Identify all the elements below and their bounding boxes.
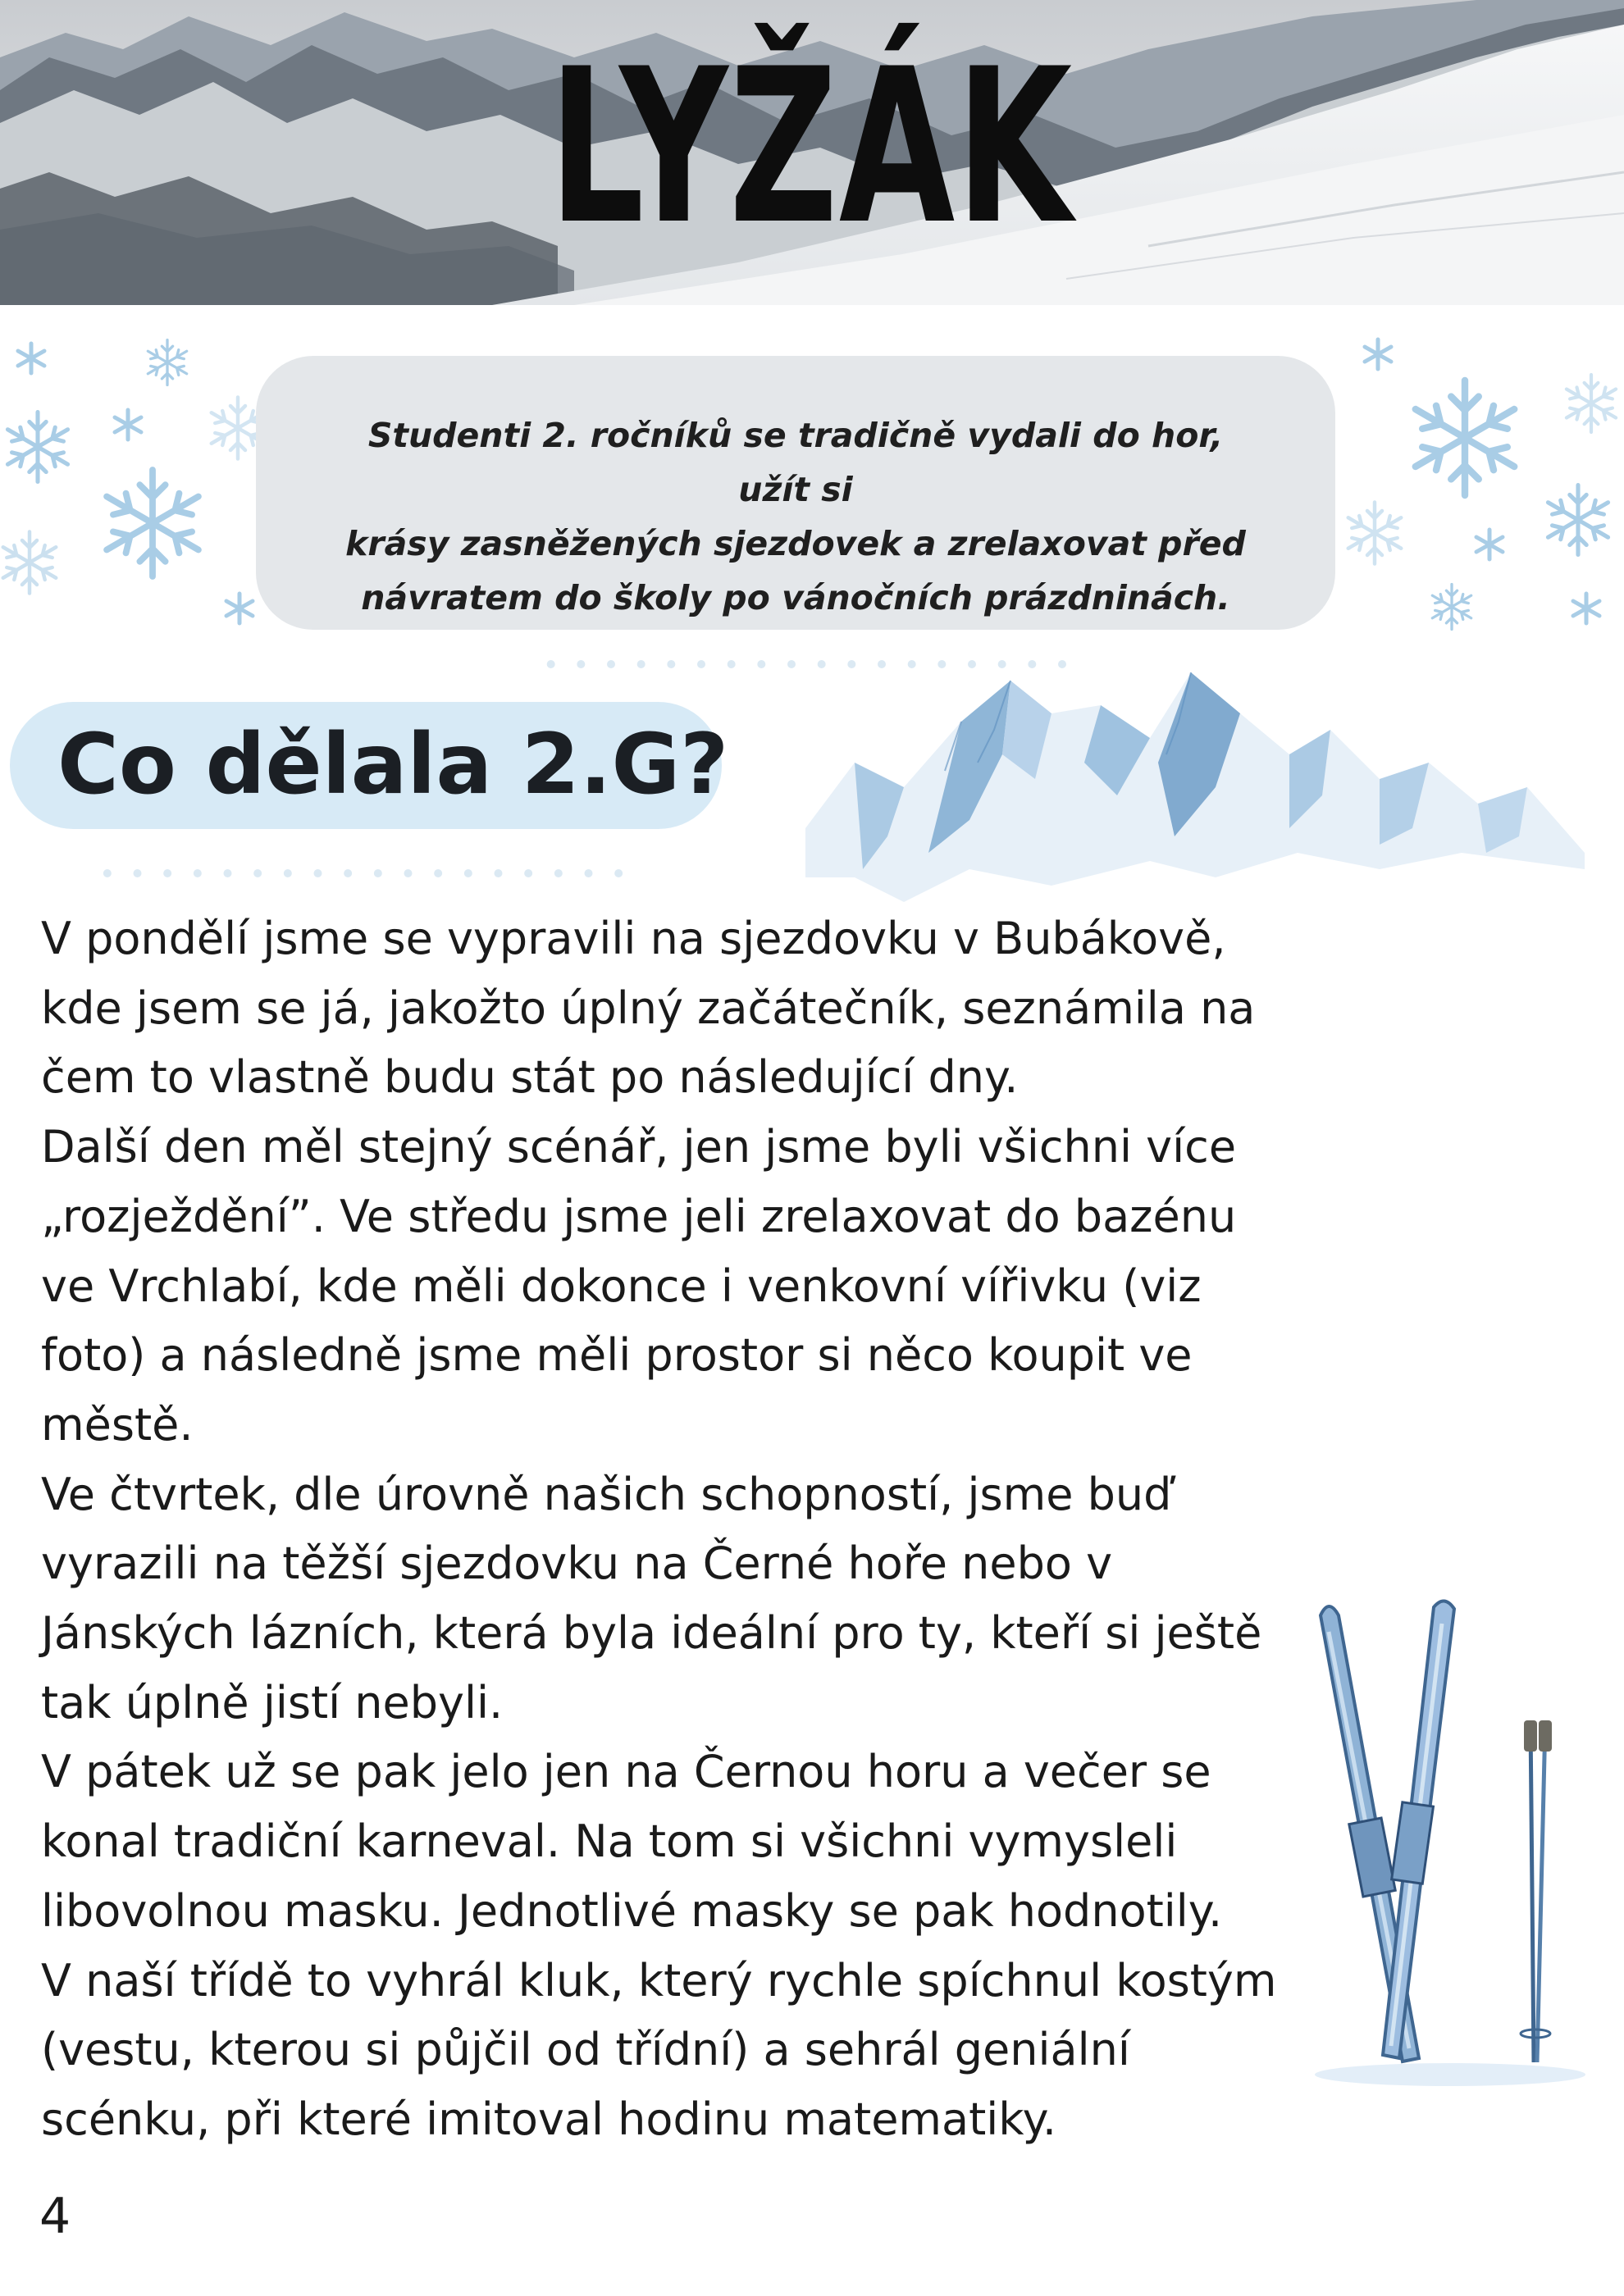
article-line: čem to vlastně budu stát po následující dny.: [41, 1051, 1019, 1104]
page-number: 4: [39, 2188, 71, 2245]
section-title: Co dělala 2.G?: [57, 716, 729, 813]
snowflake-icon: [1548, 485, 1608, 555]
article-line: ve Vrchlabí, kde měli dokonce i venkovní vířivku (viz: [41, 1260, 1202, 1312]
article-line: V pátek už se pak jelo jen na Černou horu a večer se: [41, 1746, 1211, 1798]
ski-poles-icon: [1521, 1720, 1552, 2062]
article-line: tak úplně jistí nebyli.: [41, 1676, 504, 1729]
snowflake-icon: [18, 344, 44, 373]
article-line: vyrazili na těžší sjezdovku na Černé hoře nebo v: [41, 1538, 1113, 1590]
snowflake-icon: [148, 340, 186, 385]
article-line: konal tradiční karneval. Na tom si všichni vymysleli: [41, 1815, 1178, 1868]
snowflake-icon: [226, 594, 253, 623]
snowflake-icon: [1476, 530, 1503, 559]
snowflake-icon: [3, 532, 57, 594]
intro-line: návratem do školy po vánočních prázdninách.: [361, 578, 1230, 617]
dotted-divider: [49, 869, 681, 877]
snowflake-icon: [1573, 594, 1599, 623]
intro-line: krásy zasněžených sjezdovek a zrelaxovat před: [345, 524, 1246, 563]
ski-icon: [1383, 1601, 1454, 2058]
article-line: V pondělí jsme se vypravili na sjezdovku v Bubákově,: [41, 913, 1226, 964]
article-line: scénku, při které imitoval hodinu matematiky.: [41, 2093, 1057, 2145]
mountain-illustration: [805, 664, 1585, 902]
article-line: Ve čtvrtek, dle úrovně našich schopností, jsme buď: [41, 1468, 1172, 1520]
article-line: V naší třídě to vyhrál kluk, který rychle spíchnul kostým: [41, 1954, 1277, 2007]
snowflake-icon: [7, 412, 67, 482]
article-line: (vestu, kterou si půjčil od třídní) a sehrál geniální: [41, 2024, 1130, 2076]
page-title: LYŽÁK: [549, 24, 1074, 271]
snowflake-icon: [1365, 339, 1391, 369]
intro-box: [256, 356, 1335, 630]
intro-line: Studenti 2. ročníků se tradičně vydali do hor, užít si: [367, 416, 1224, 509]
article-line: „rozježdění”. Ve středu jsme jeli zrelaxovat do bazénu: [41, 1190, 1237, 1242]
article-line: městě.: [41, 1398, 194, 1451]
article-body: [41, 904, 1321, 2155]
snowflake-icon: [1416, 380, 1514, 495]
article-line: Jánských lázních, která byla ideální pro ty, kteří si ještě: [41, 1607, 1262, 1660]
snowflake-icon: [1432, 585, 1471, 630]
snowflake-icon: [107, 470, 198, 576]
article-line: foto) a následně jsme měli prostor si něco koupit ve: [41, 1329, 1193, 1382]
article-line: kde jsem se já, jakožto úplný začátečník, seznámila na: [41, 982, 1256, 1034]
snowflake-icon: [1567, 375, 1616, 432]
snowflake-icon: [115, 410, 141, 440]
skis-illustration: [1311, 1599, 1590, 2091]
article-line: libovolnou masku. Jednotlivé masky se pak hodnotily.: [41, 1884, 1223, 1937]
article-line: Další den měl stejný scénář, jen jsme byli všichni více: [41, 1121, 1237, 1173]
snowflake-icon: [1348, 503, 1402, 564]
